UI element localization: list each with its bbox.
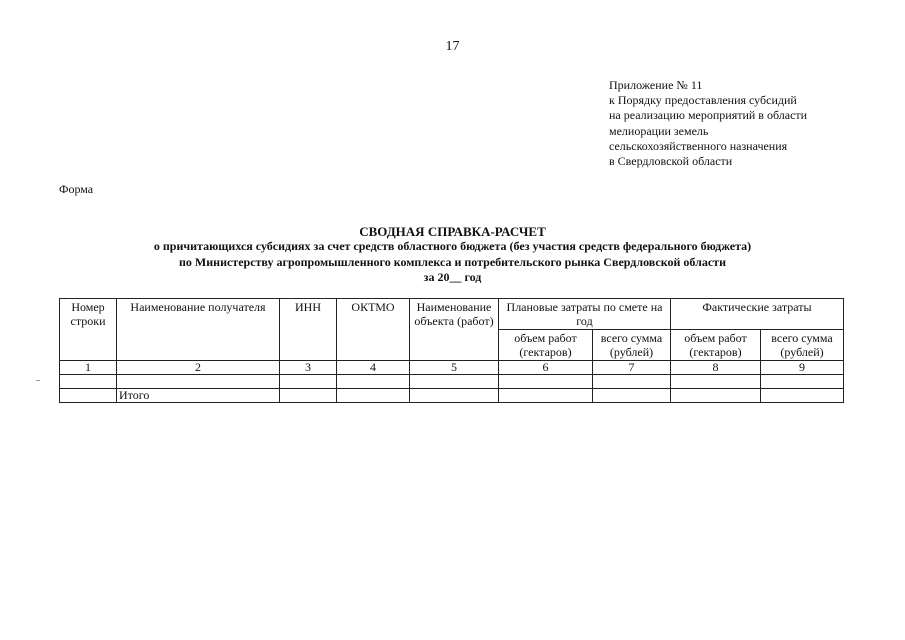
column-number: 4 xyxy=(337,361,410,375)
table-cell xyxy=(671,389,761,403)
table-cell xyxy=(761,375,844,389)
header-object: Наименование объекта (работ) xyxy=(410,299,499,361)
column-number: 5 xyxy=(410,361,499,375)
appendix-line: сельскохозяйственного назначения xyxy=(609,138,788,153)
column-number: 6 xyxy=(499,361,593,375)
column-number: 3 xyxy=(280,361,337,375)
table-row xyxy=(60,375,844,389)
appendix-line: в Свердловской области xyxy=(609,154,733,169)
table-cell xyxy=(410,375,499,389)
header-planned-total: всего сумма (рублей) xyxy=(593,330,671,361)
total-row xyxy=(60,389,844,403)
table-cell xyxy=(593,389,671,403)
table-cell xyxy=(117,375,280,389)
column-number: 9 xyxy=(761,361,844,375)
header-actual-total: всего сумма (рублей) xyxy=(761,330,844,361)
appendix-line: на реализацию мероприятий в области xyxy=(609,108,808,123)
header-actual-costs: Фактические затраты xyxy=(671,299,844,330)
table-cell xyxy=(337,375,410,389)
header-planned-volume: объем работ (гектаров) xyxy=(499,330,593,361)
margin-mark xyxy=(36,380,40,381)
column-number: 7 xyxy=(593,361,671,375)
appendix-line: к Порядку предоставления субсидий xyxy=(609,93,797,108)
summary-table xyxy=(59,298,844,403)
column-number: 1 xyxy=(60,361,117,375)
header-inn: ИНН xyxy=(280,299,337,361)
header-planned-costs: Плановые затраты по смете на год xyxy=(499,299,671,330)
table-cell xyxy=(280,375,337,389)
header-oktmo: ОКТМО xyxy=(337,299,410,361)
table-cell xyxy=(410,389,499,403)
appendix-line: Приложение № 11 xyxy=(609,78,703,92)
title-subject: о причитающихся субсидиях за счет средств областного бюджета (без участия средств федерального бюджета) xyxy=(153,239,752,254)
title-main: СВОДНАЯ СПРАВКА-РАСЧЕТ xyxy=(359,224,546,239)
table-cell xyxy=(761,389,844,403)
title-year: за 20__ год xyxy=(423,270,482,285)
form-label: Форма xyxy=(59,182,94,196)
table-cell xyxy=(60,375,117,389)
page-number: 17 xyxy=(445,39,460,54)
total-label: Итого xyxy=(117,389,280,403)
table-cell xyxy=(671,375,761,389)
header-actual-volume: объем работ (гектаров) xyxy=(671,330,761,361)
column-number: 2 xyxy=(117,361,280,375)
table-cell xyxy=(280,389,337,403)
header-recipient: Наименование получателя xyxy=(117,299,280,361)
table-cell xyxy=(593,375,671,389)
title-ministry: по Министерству агропромышленного комплекса и потребительского рынка Свердловской области xyxy=(179,254,726,269)
column-number: 8 xyxy=(671,361,761,375)
table-cell xyxy=(60,389,117,403)
header-row-number: Номер строки xyxy=(60,299,117,361)
appendix-note xyxy=(609,78,889,169)
document-title xyxy=(0,224,905,286)
table-cell xyxy=(499,375,593,389)
appendix-line: мелиорации земель xyxy=(609,123,709,138)
table-cell xyxy=(499,389,593,403)
table-cell xyxy=(337,389,410,403)
